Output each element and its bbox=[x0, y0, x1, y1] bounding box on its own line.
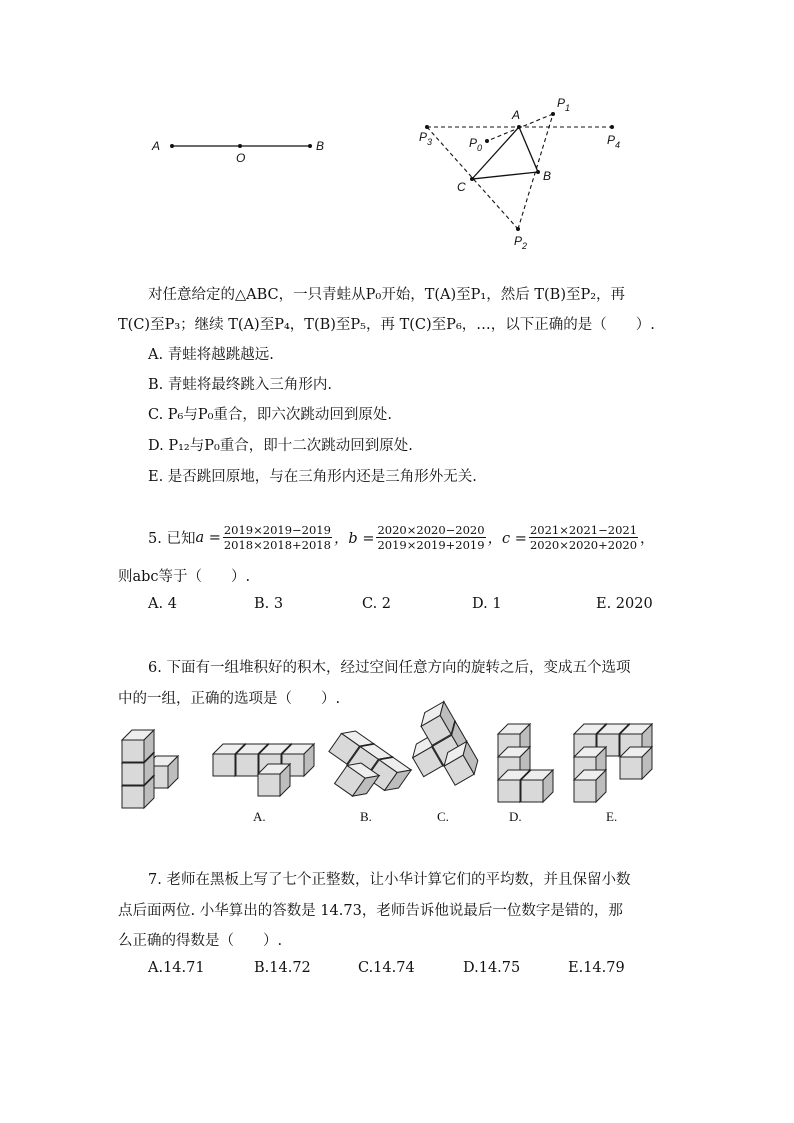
point-label-a: A bbox=[152, 139, 161, 153]
q7-option-a: A.14.71 bbox=[148, 960, 205, 976]
q7-line-1: 7. 老师在黑板上写了七个正整数，让小华计算它们的平均数，并且保留小数 bbox=[148, 872, 631, 888]
q5-c-var: ，c = bbox=[487, 531, 527, 547]
q5-c-denominator: 2020×2020+2020 bbox=[529, 538, 638, 552]
cube-option-label-a: A. bbox=[253, 809, 266, 824]
q4-line-1: 对任意给定的△ABC，一只青蛙从P₀开始，T(A)至P₁，然后 T(B)至P₂，再 bbox=[148, 287, 626, 303]
q5-option-d: D. 1 bbox=[472, 596, 502, 612]
q5-option-a: A. 4 bbox=[148, 596, 177, 612]
point-label-p4: $P_4$ bbox=[607, 133, 621, 150]
q4-option-e: E. 是否跳回原地，与在三角形内还是三角形外无关. bbox=[148, 469, 477, 485]
cube-option-label-e: E. bbox=[606, 809, 618, 824]
option-c-blocks bbox=[396, 702, 483, 797]
q4-option-b: B. 青蛙将最终跳入三角形内. bbox=[148, 377, 332, 393]
cube-option-label-c: C. bbox=[437, 809, 449, 824]
q5-b-numerator: 2020×2020−2020 bbox=[377, 523, 485, 537]
vertex-label-b: B bbox=[543, 169, 552, 183]
cube-option-label-d: D. bbox=[509, 809, 522, 824]
q5-a-var: a = bbox=[195, 529, 221, 546]
point-label-p3: $P_3$ bbox=[419, 130, 433, 147]
q4-option-d: D. P₁₂与P₀重合，即十二次跳动回到原处. bbox=[148, 438, 413, 454]
q7-option-d: D.14.75 bbox=[463, 960, 521, 976]
q5-b-var: ，b = bbox=[333, 531, 375, 547]
q7-line-2: 点后面两位. 小华算出的答数是 14.73，老师告诉他说最后一位数字是错的，那 bbox=[118, 903, 623, 919]
point-label-p1: $P_1$ bbox=[557, 96, 571, 113]
q6-line-1: 6. 下面有一组堆积好的积木，经过空间任意方向的旋转之后，变成五个选项 bbox=[148, 660, 631, 676]
option-a-blocks bbox=[213, 744, 314, 796]
q4-line-2: T(C)至P₃；继续 T(A)至P₄，T(B)至P₅，再 T(C)至P₆，…，以下正确的是（ ）. bbox=[118, 317, 655, 333]
option-e-blocks bbox=[574, 724, 652, 802]
q5-prefix: 5. 已知 bbox=[148, 531, 196, 547]
q5-a-numerator: 2019×2019−2019 bbox=[223, 523, 331, 537]
q5-option-e: E. 2020 bbox=[596, 596, 653, 612]
q5-option-c: C. 2 bbox=[362, 596, 392, 612]
original-blocks bbox=[122, 730, 178, 808]
q5-c-numerator: 2021×2021−2021 bbox=[529, 523, 638, 537]
point-label-b: B bbox=[316, 139, 325, 153]
q5-option-b: B. 3 bbox=[254, 596, 284, 612]
q6-line-2: 中的一组，正确的选项是（ ）. bbox=[118, 691, 341, 707]
q7-option-b: B.14.72 bbox=[254, 960, 311, 976]
point-label-p0: $P_0$ bbox=[469, 136, 483, 153]
q7-option-c: C.14.74 bbox=[358, 960, 415, 976]
option-b-blocks bbox=[316, 725, 411, 815]
q4-option-c: C. P₆与P₀重合，即六次跳动回到原处. bbox=[148, 407, 393, 423]
point-label-o: O bbox=[236, 151, 246, 165]
q7-option-e: E.14.79 bbox=[568, 960, 625, 976]
q5-a-denominator: 2018×2018+2018 bbox=[223, 538, 331, 552]
option-d-blocks bbox=[498, 724, 553, 802]
q4-option-a: A. 青蛙将越跳越远. bbox=[148, 347, 274, 363]
point-label-p2: $P_2$ bbox=[514, 234, 528, 251]
vertex-label-c: C bbox=[457, 180, 466, 194]
vertex-label-a: A bbox=[512, 108, 521, 122]
q5-end: ， bbox=[640, 531, 655, 547]
q7-line-3: 么正确的得数是（ ）. bbox=[118, 933, 283, 949]
q5-line-2: 则abc等于（ ）. bbox=[118, 569, 251, 585]
q5-b-denominator: 2019×2019+2019 bbox=[377, 538, 485, 552]
cube-option-label-b: B. bbox=[360, 809, 372, 824]
